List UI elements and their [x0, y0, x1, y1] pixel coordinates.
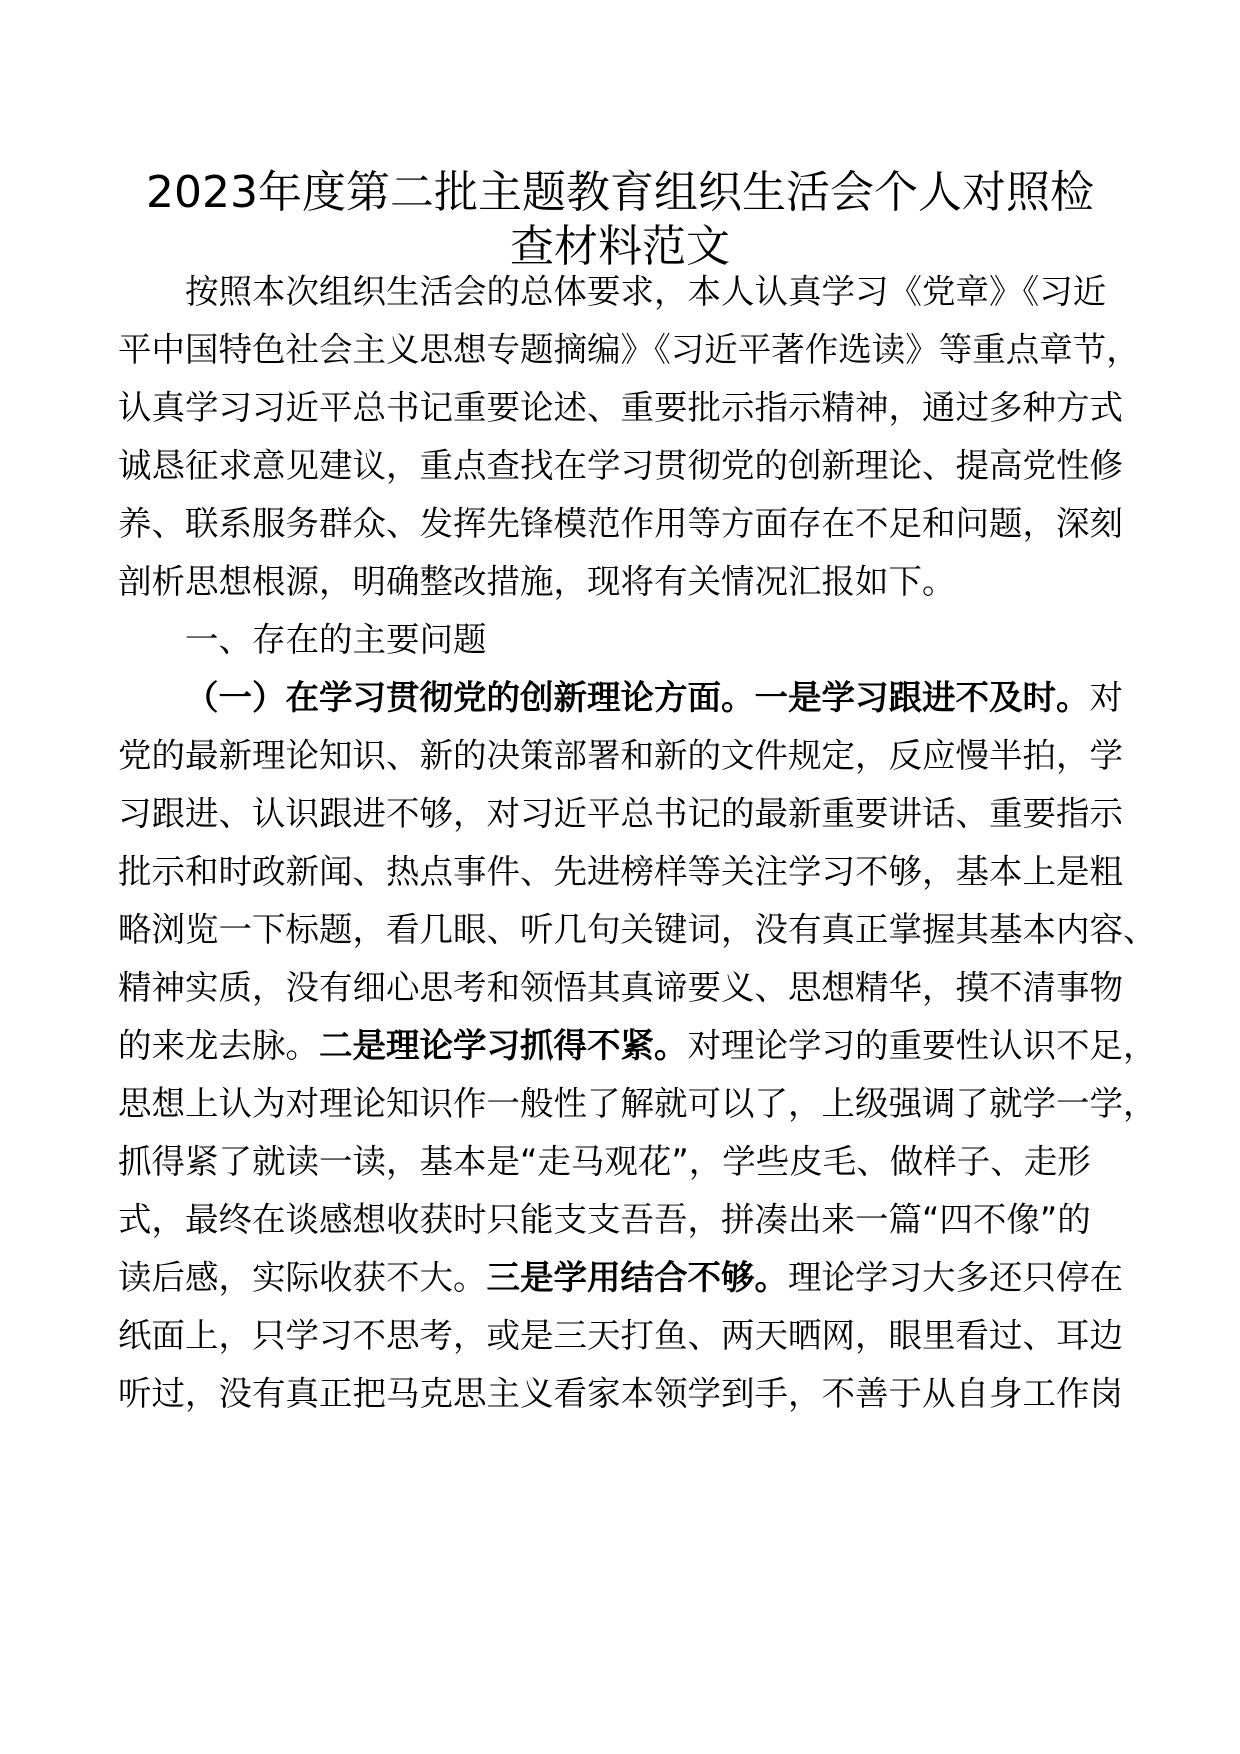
- item1-line-12: 纸面上，只学习不思考，或是三天打鱼、两天晒网，眼里看过、耳边: [118, 1316, 1123, 1355]
- item1-line-11: [118, 1258, 1128, 1298]
- item1-line-7-rest: 对理论学习的重要性认识不足，: [687, 1026, 1157, 1065]
- item1-point-3-bold: 三是学用结合不够。: [486, 1258, 788, 1297]
- item1-line-6: 精神实质，没有细心思考和领悟其真谛要义、思想精华，摸不清事物: [118, 968, 1123, 1007]
- item1-line-1: [185, 678, 1128, 718]
- item1-line-5: 略浏览一下标题，看几眼、听几句关键词，没有真正掌握其基本内容、: [118, 910, 1157, 949]
- intro-line-5: 养、联系服务群众、发挥先锋模范作用等方面存在不足和问题，深刻: [118, 504, 1123, 543]
- item1-line-13: 听过，没有真正把马克思主义看家本领学到手，不善于从自身工作岗: [118, 1374, 1123, 1413]
- item1-line-11-rest: 理论学习大多还只停在: [788, 1258, 1123, 1297]
- intro-line-2: 平中国特色社会主义思想专题摘编》《习近平著作选读》等重点章节，: [118, 330, 1140, 369]
- item1-line-4: 批示和时政新闻、热点事件、先进榜样等关注学习不够，基本上是粗: [118, 852, 1123, 891]
- item1-line-11-start: 读后感，实际收获不大。: [118, 1258, 487, 1297]
- item1-line-7-start: 的来龙去脉。: [118, 1026, 319, 1065]
- item1-point-2-bold: 二是理论学习抓得不紧。: [319, 1026, 688, 1065]
- intro-line-4: 诚恳征求意见建议，重点查找在学习贯彻党的创新理论、提高党性修: [118, 446, 1123, 485]
- item1-line-1-rest: 对: [1089, 678, 1123, 717]
- intro-line-1: 按照本次组织生活会的总体要求，本人认真学习《党章》《习近: [185, 272, 1107, 311]
- intro-line-3: 认真学习习近平总书记重要论述、重要批示指示精神，通过多种方式: [118, 388, 1123, 427]
- section-heading: 一、存在的主要问题: [185, 620, 487, 659]
- item1-line-7: [118, 1026, 1157, 1066]
- item1-heading-bold: （一）在学习贯彻党的创新理论方面。一是学习跟进不及时。: [185, 678, 1090, 717]
- document-title-line-2: 查材料范文: [510, 221, 730, 272]
- document-title-line-1: 2023年度第二批主题教育组织生活会个人对照检: [146, 167, 1094, 218]
- intro-line-6: 剖析思想根源，明确整改措施，现将有关情况汇报如下。: [118, 562, 956, 601]
- item1-line-8: 思想上认为对理论知识作一般性了解就可以了，上级强调了就学一学，: [118, 1084, 1157, 1123]
- item1-line-9: 抓得紧了就读一读，基本是“走马观花”，学些皮毛、做样子、走形: [118, 1142, 1091, 1181]
- item1-line-3: 习跟进、认识跟进不够，对习近平总书记的最新重要讲话、重要指示: [118, 794, 1123, 833]
- item1-line-2: 党的最新理论知识、新的决策部署和新的文件规定，反应慢半拍，学: [118, 736, 1123, 775]
- item1-line-10: 式，最终在谈感想收获时只能支支吾吾，拼凑出来一篇“四不像”的: [118, 1200, 1091, 1239]
